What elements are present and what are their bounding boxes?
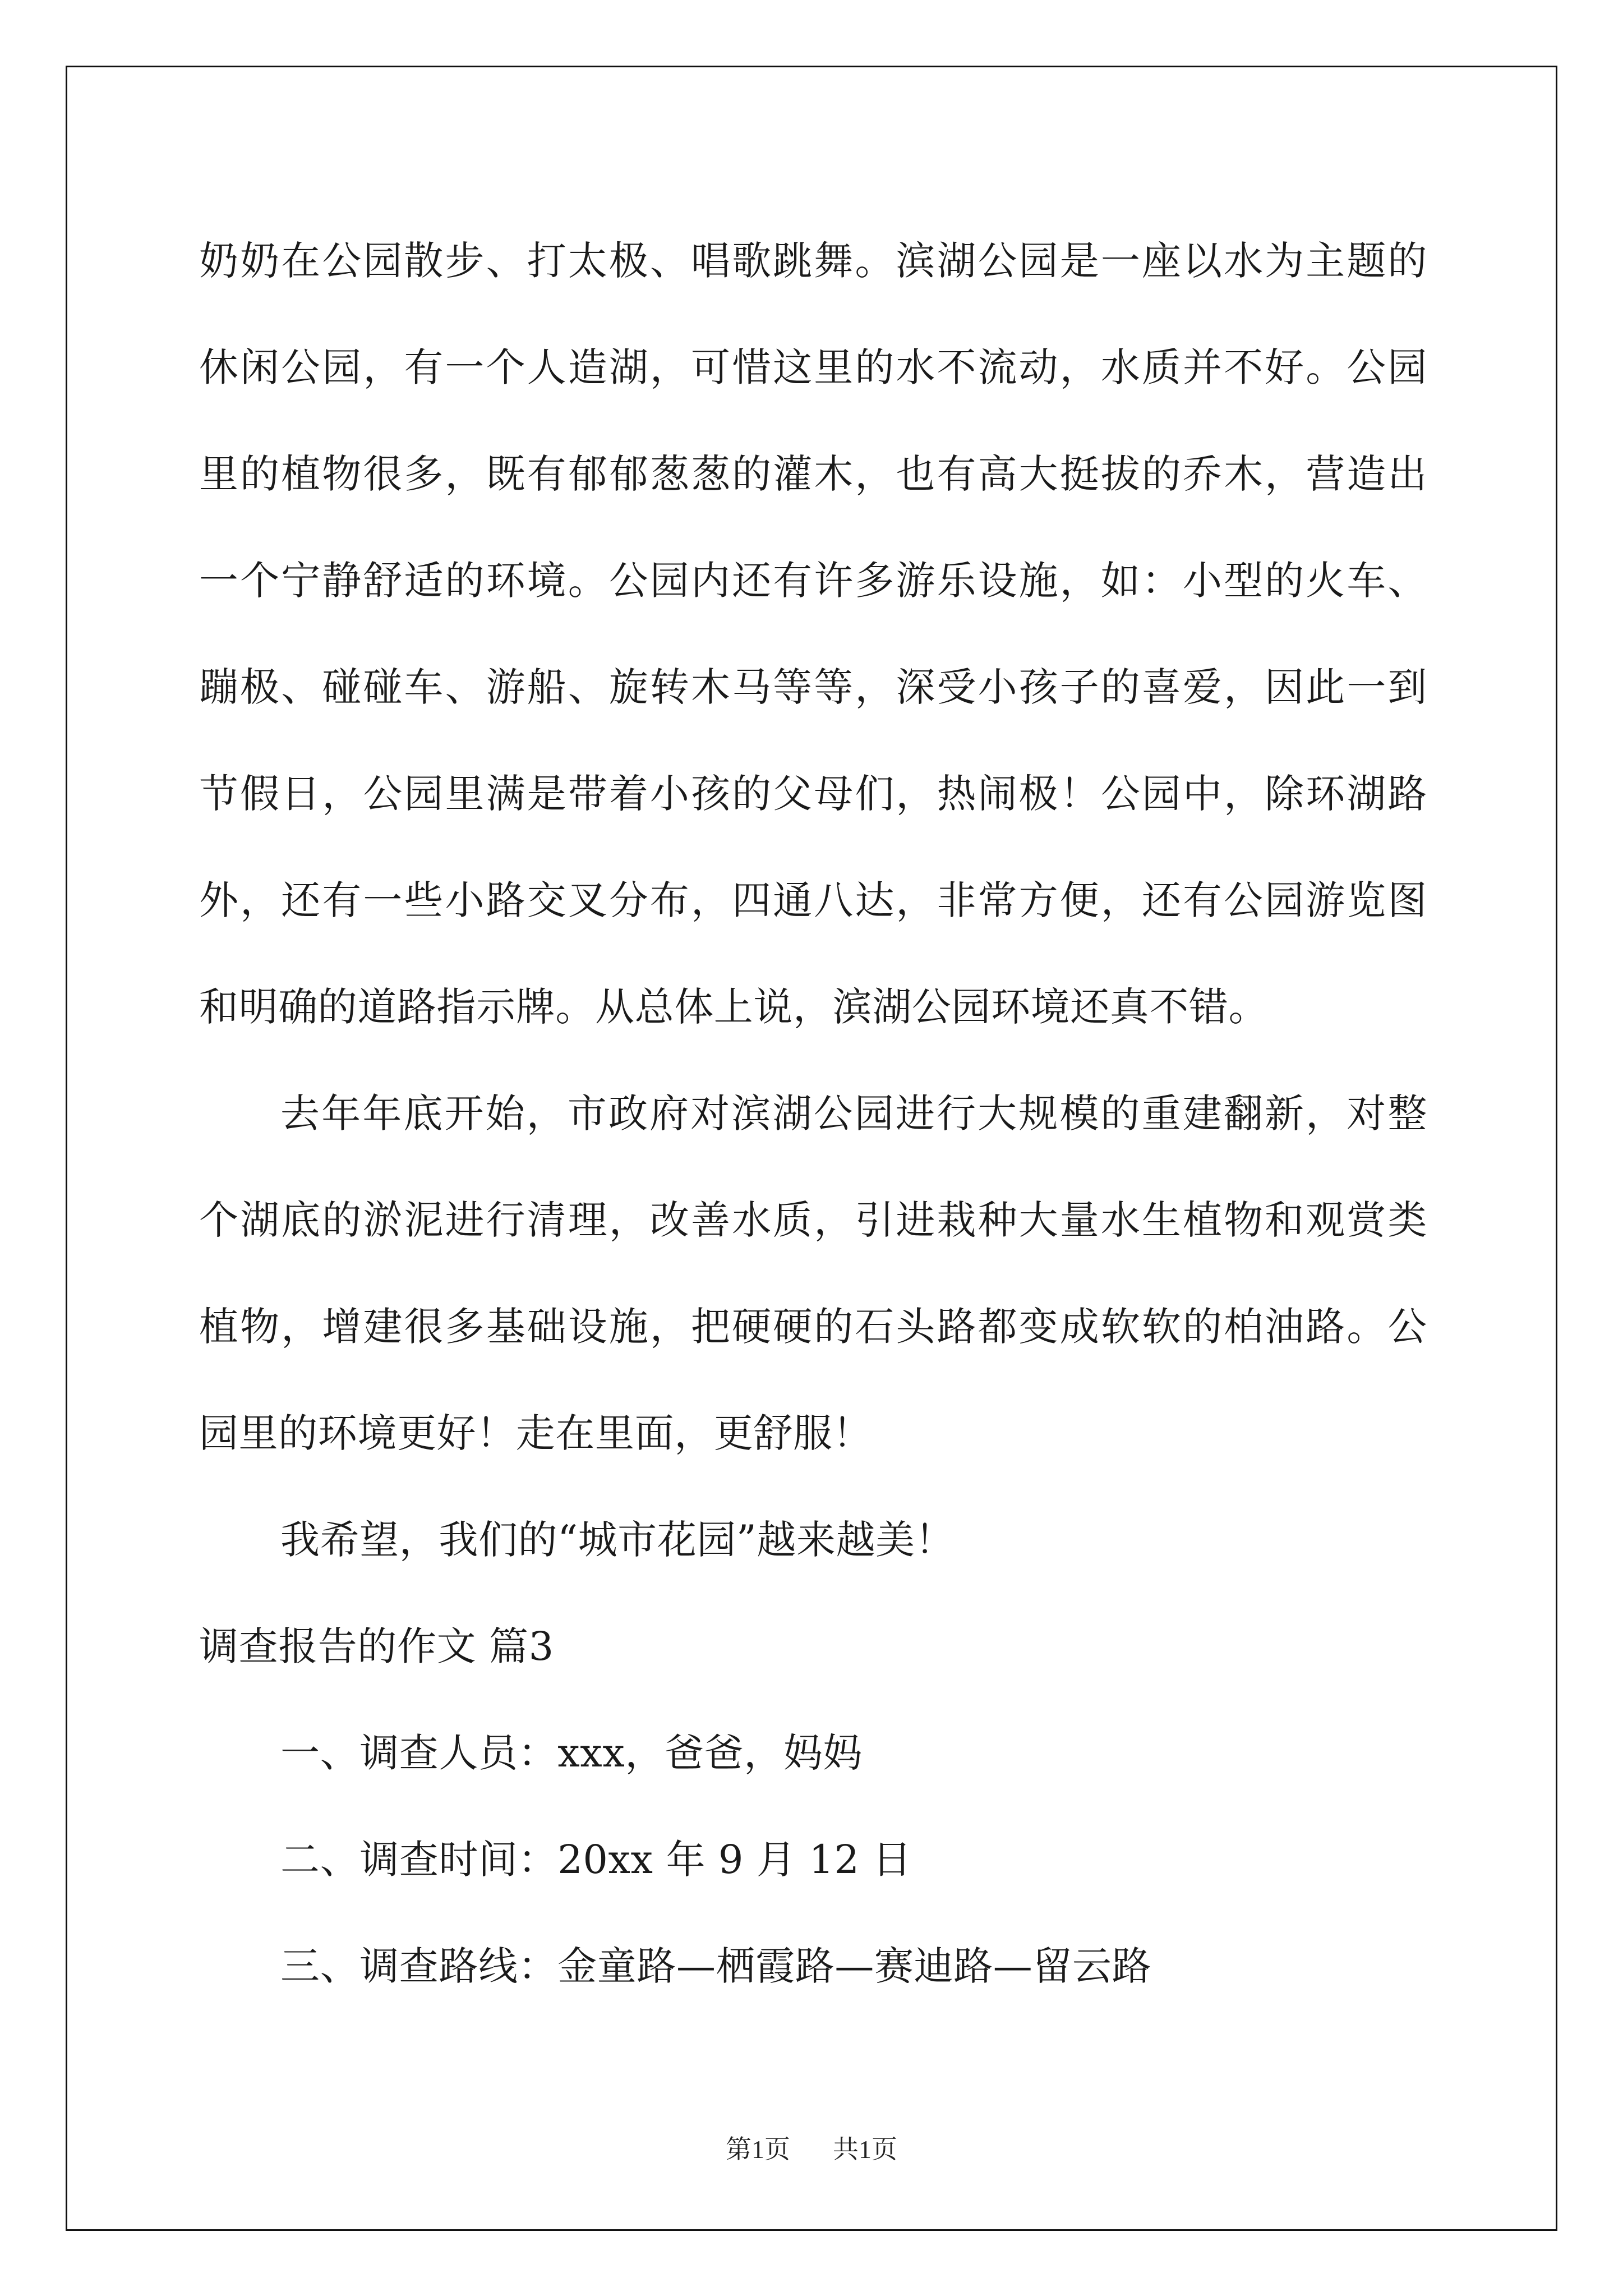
section-heading: 调查报告的作文 篇3	[199, 1623, 554, 1669]
page-number: 第1页	[726, 2135, 790, 2164]
text-line: 二、调查时间：20xx 年 9 月 12 日	[280, 1837, 912, 1883]
text-line: 休闲公园，有一个人造湖，可惜这里的水不流动，水质并不好。公园	[199, 344, 1427, 390]
text-line: 三、调查路线：金童路—栖霞路—赛迪路—留云路	[280, 1943, 1152, 1989]
text-line: 和明确的道路指示牌。从总体上说，滨湖公园环境还真不错。	[199, 984, 1269, 1030]
page-total: 共1页	[833, 2135, 897, 2164]
text-line: 园里的环境更好！走在里面，更舒服！	[199, 1410, 873, 1456]
page-footer	[0, 2129, 1623, 2166]
text-line: 一个宁静舒适的环境。公园内还有许多游乐设施，如：小型的火车、	[199, 558, 1427, 604]
text-line: 外，还有一些小路交叉分布，四通八达，非常方便，还有公园游览图	[199, 877, 1427, 923]
text-line: 里的植物很多，既有郁郁葱葱的灌木，也有高大挺拔的乔木，营造出	[199, 451, 1427, 497]
text-line: 去年年底开始，市政府对滨湖公园进行大规模的重建翻新，对整	[280, 1091, 1427, 1137]
text-line: 我希望，我们的“城市花园”越来越美！	[280, 1517, 955, 1563]
text-line: 节假日，公园里满是带着小孩的父母们，热闹极！公园中，除环湖路	[199, 771, 1427, 817]
text-line: 一、调查人员：xxx，爸爸，妈妈	[280, 1730, 863, 1776]
text-line: 植物，增建很多基础设施，把硬硬的石头路都变成软软的柏油路。公	[199, 1304, 1427, 1350]
text-line: 蹦极、碰碰车、游船、旋转木马等等，深受小孩子的喜爱，因此一到	[199, 664, 1427, 710]
text-line: 个湖底的淤泥进行清理，改善水质，引进栽种大量水生植物和观赏类	[199, 1197, 1427, 1243]
document-body	[199, 208, 1427, 2019]
text-line: 奶奶在公园散步、打太极、唱歌跳舞。滨湖公园是一座以水为主题的	[199, 238, 1427, 284]
